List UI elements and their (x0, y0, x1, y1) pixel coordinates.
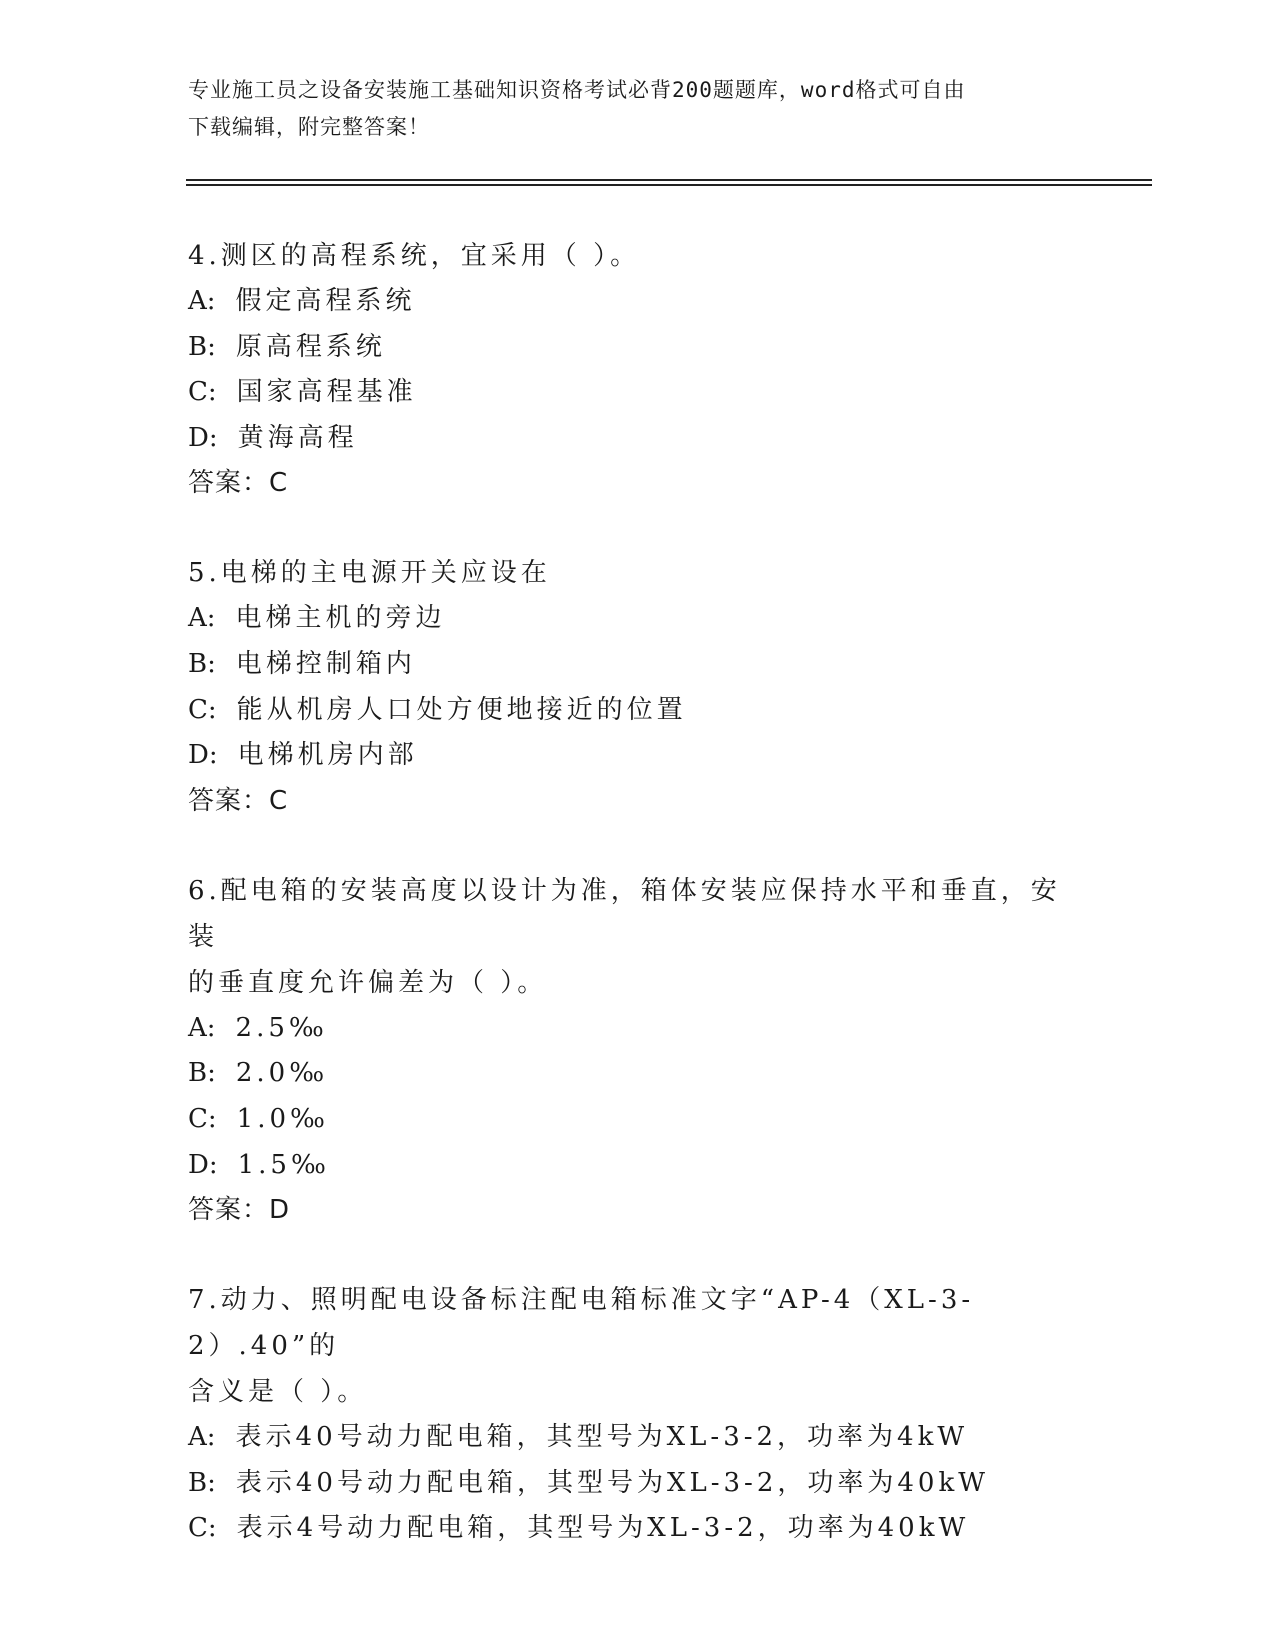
answer-key: 答案：C (188, 468, 289, 499)
option-text: 能从机房人口处方便地接近的位置 (236, 694, 687, 725)
option-text: 2.0‰ (235, 1058, 329, 1089)
option-letter: C (188, 377, 208, 408)
answer-option-c (188, 688, 1088, 734)
answer-option-d (188, 733, 1088, 779)
answer-option-a (188, 596, 1088, 642)
question-stem-line: 7.动力、照明配电设备标注配电箱标准文字“AP-4（XL-3-2）.40”的 (188, 1285, 975, 1362)
answer-option-a (188, 279, 1088, 325)
question-stem-line: 4.测区的高程系统，宜采用（ ）。 (188, 241, 641, 271)
option-separator: : (207, 377, 217, 408)
option-text: 国家高程基准 (236, 377, 417, 408)
answer-option-b (188, 642, 1088, 688)
option-text: 电梯机房内部 (237, 740, 418, 771)
answer-option-a (188, 1006, 1088, 1052)
option-separator: : (207, 1058, 216, 1089)
option-separator: : (208, 422, 218, 453)
option-text: 黄海高程 (237, 422, 358, 453)
question-stem-line: 5.电梯的主电源开关应设在 (188, 558, 551, 589)
option-letter: B (188, 1467, 208, 1498)
answer-option-d (188, 416, 1088, 462)
option-separator: : (206, 1012, 216, 1043)
option-separator: : (207, 331, 216, 362)
option-letter: D (188, 740, 209, 771)
option-separator: : (206, 603, 216, 634)
option-text: 表示40号动力配电箱，其型号为XL-3-2，功率为4kW (235, 1422, 969, 1453)
answer-option-c (188, 1097, 1088, 1143)
header-line-2: 下载编辑，附完整答案！ (188, 115, 430, 139)
question-block (188, 1277, 1088, 1552)
header-line-1: 专业施工员之设备安装施工基础知识资格考试必背200题题库，word格式可自由 (188, 78, 966, 102)
question-stem-line: 含义是（ ）。 (188, 1377, 368, 1408)
header-divider-top (186, 179, 1152, 181)
option-separator: : (207, 648, 216, 679)
option-separator: : (206, 1422, 216, 1453)
option-separator: : (206, 286, 216, 316)
answer-key: 答案：C (188, 785, 289, 816)
option-text: 2.5‰ (235, 1012, 328, 1043)
answer-key: 答案：D (188, 1195, 291, 1226)
option-letter: A (188, 1422, 207, 1453)
option-text: 表示4号动力配电箱，其型号为XL-3-2，功率为40kW (236, 1513, 970, 1544)
answer-option-b (188, 1461, 1088, 1507)
option-separator: : (207, 1103, 217, 1134)
option-text: 电梯主机的旁边 (235, 603, 446, 634)
option-separator: : (208, 740, 218, 771)
question-stem-line: 6.配电箱的安装高度以设计为准，箱体安装应保持水平和垂直，安装 (188, 875, 1061, 952)
option-separator: : (207, 1467, 216, 1498)
option-separator: : (207, 694, 217, 725)
answer-option-c (188, 1506, 1088, 1552)
option-letter: D (188, 422, 209, 453)
option-text: 表示40号动力配电箱，其型号为XL-3-2，功率为40kW (235, 1467, 989, 1498)
option-letter: A (188, 1012, 207, 1043)
option-letter: A (188, 286, 207, 316)
option-text: 原高程系统 (235, 331, 386, 362)
question-block (188, 868, 1088, 1233)
question-block (188, 550, 1088, 823)
question-block (188, 233, 1088, 506)
option-letter: B (188, 1058, 208, 1089)
answer-option-d (188, 1143, 1088, 1189)
option-text: 假定高程系统 (235, 286, 416, 316)
header-divider-bottom (186, 184, 1152, 186)
option-separator: : (207, 1513, 217, 1544)
option-letter: D (188, 1149, 209, 1180)
question-stem-line: 的垂直度允许偏差为（ ）。 (188, 967, 548, 998)
question-list (188, 233, 1088, 1596)
option-separator: : (208, 1149, 218, 1180)
answer-option-b (188, 325, 1088, 371)
option-letter: A (188, 603, 207, 634)
option-letter: C (188, 694, 208, 725)
answer-option-c (188, 370, 1088, 416)
option-text: 1.0‰ (236, 1103, 329, 1134)
option-letter: B (188, 331, 208, 362)
answer-option-b (188, 1051, 1088, 1097)
option-letter: C (188, 1103, 208, 1134)
document-header (188, 72, 1068, 146)
option-text: 1.5‰ (237, 1149, 330, 1180)
option-letter: C (188, 1513, 208, 1544)
answer-option-a (188, 1415, 1088, 1461)
option-letter: B (188, 648, 208, 679)
option-text: 电梯控制箱内 (235, 648, 416, 679)
